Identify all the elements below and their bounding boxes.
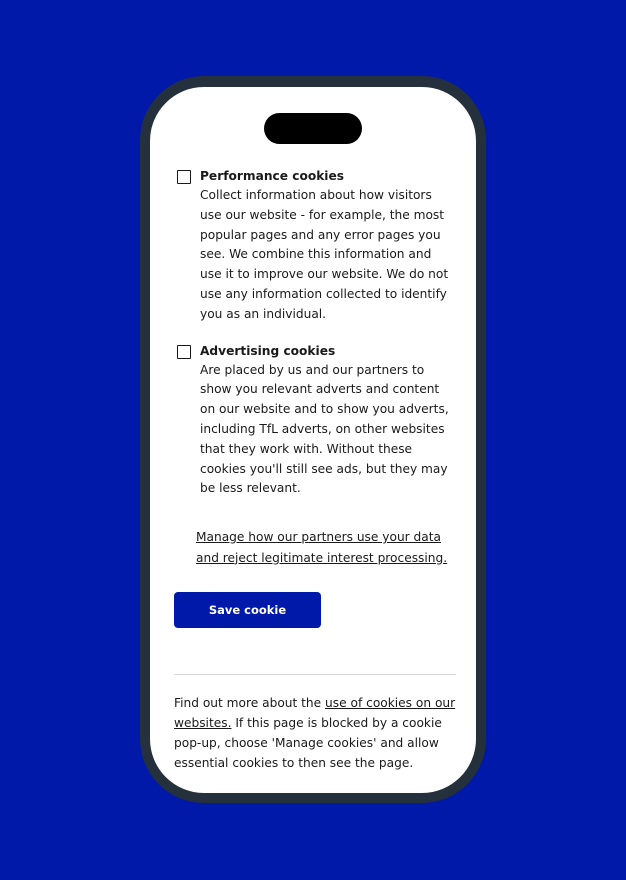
advertising-cookies-title: Advertising cookies	[200, 343, 336, 358]
performance-cookies-option	[174, 167, 456, 325]
performance-cookies-title: Performance cookies	[200, 169, 345, 183]
divider	[174, 674, 456, 675]
cookie-settings-panel	[174, 167, 456, 773]
performance-cookies-checkbox[interactable]	[177, 170, 191, 184]
cookie-info-text	[174, 694, 456, 773]
advertising-cookies-description: Are placed by us and our partners to show you relevant adverts and content on our website and to show you adverts, including TfL adverts, on other websites that they work with. Without these cookies you'll still see ads, but they may be less relevant.	[200, 362, 449, 496]
performance-cookies-description: Collect information about how visitors use our website - for example, the most popular pages and any error pages you see. We combine this information and use it to improve our website. We do not use any information collected to identify you as an individual.	[200, 188, 449, 321]
cookies-policy-link[interactable]: use of cookies on our websites.	[174, 696, 456, 730]
save-cookie-settings-button[interactable]: Save cookie settings	[174, 592, 321, 628]
advertising-cookies-checkbox[interactable]	[177, 345, 191, 359]
cookie-info-text-end: If this page is blocked by a cookie pop-up, choose 'Manage cookies' and allow essential cookies to then see the page.	[174, 715, 442, 770]
manage-partners-link[interactable]: Manage how our partners use your data and reject legitimate interest processing.	[196, 530, 448, 565]
dynamic-island	[264, 113, 362, 144]
phone-screen	[150, 87, 476, 793]
cookie-info-text-start: Find out more about the	[174, 696, 326, 711]
advertising-cookies-option	[174, 342, 456, 500]
phone-frame	[140, 76, 486, 803]
